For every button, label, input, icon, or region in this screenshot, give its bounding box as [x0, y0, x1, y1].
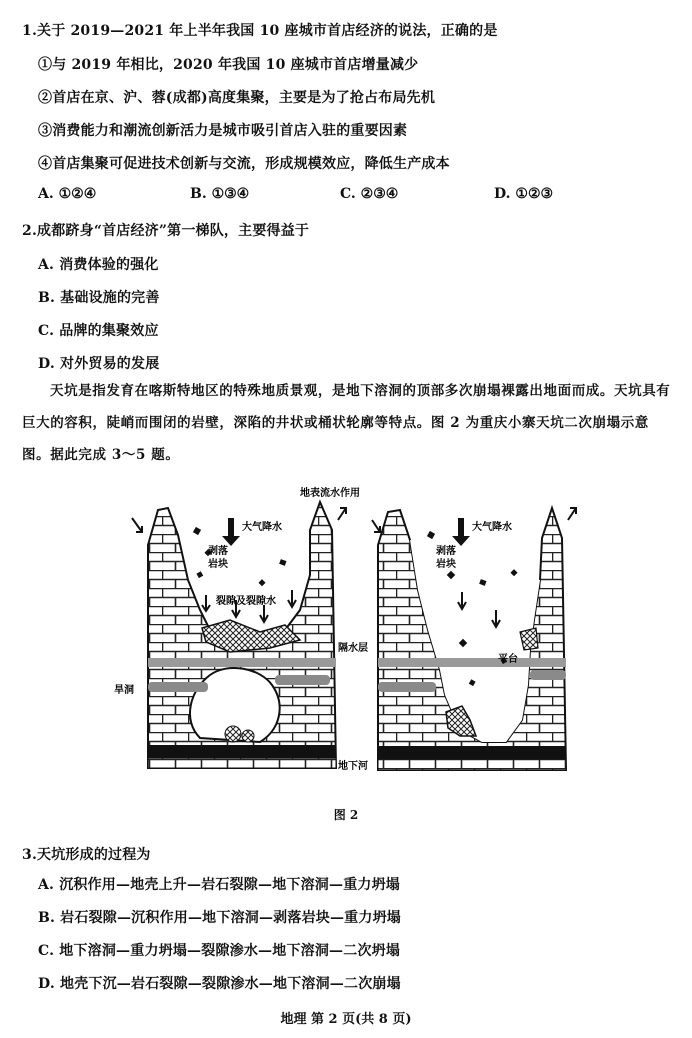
q3-option-a: A. 沉积作用—地壳上升—岩石裂隙—地下溶洞—重力坍塌 [38, 877, 401, 893]
label-underground-river: 地下河 [338, 761, 368, 772]
label-left-fallen-1: 剥落 [208, 546, 228, 557]
label-left-fallen-2: 岩块 [208, 559, 228, 570]
right-bedrock-band [378, 759, 566, 770]
figure-caption: 图 2 [333, 808, 359, 822]
q3-option-b: B. 岩石裂隙—沉积作用—地下溶洞—剥落岩块—重力坍塌 [38, 910, 401, 926]
q1-option-d: D. ①②③ [494, 186, 554, 202]
right-platform-mesh [520, 628, 538, 650]
page-footer: 地理 第 2 页(共 8 页) [280, 1012, 412, 1027]
right-rock-band-2 [530, 670, 566, 680]
tiankeng-collapse-diagram [110, 480, 590, 795]
q1-stem: 1.关于 2019—2021 年上半年我国 10 座城市首店经济的说法，正确的是 [22, 23, 498, 39]
label-left-rain: 大气降水 [242, 522, 282, 533]
q2-option-d: D. 对外贸易的发展 [38, 356, 160, 372]
right-aquiclude-band [378, 658, 566, 667]
q3-stem: 3.天坑形成的过程为 [22, 847, 151, 863]
label-dry-cave: 旱洞 [114, 685, 134, 696]
left-falling-chips [193, 527, 287, 586]
left-rock-ball-1 [225, 726, 241, 742]
right-rain-arrow [452, 518, 470, 546]
q1-options [38, 186, 638, 206]
right-panel [372, 508, 576, 770]
label-aquiclude: 隔水层 [338, 643, 368, 654]
label-right-fallen-1: 剥落 [436, 546, 456, 557]
right-river-band [378, 746, 566, 759]
label-surface-runoff: 地表流水作用 [300, 488, 360, 499]
q1-option-c: C. ②③④ [340, 186, 399, 202]
q2-option-b: B. 基础设施的完善 [38, 290, 160, 306]
left-rain-arrow [222, 518, 240, 546]
q1-option-a: A. ①②④ [38, 186, 97, 202]
q1-option-b: B. ①③④ [190, 186, 250, 202]
left-rock-ball-2 [242, 730, 254, 742]
q1-item-4: ④首店集聚可促进技术创新与交流，形成规模效应，降低生产成本 [38, 156, 450, 172]
intro-paragraph [22, 375, 672, 471]
left-rock-band [275, 675, 330, 685]
label-fissure: 裂隙及裂隙水 [216, 596, 276, 607]
label-platform: 平台 [498, 654, 518, 665]
label-right-rain: 大气降水 [472, 522, 512, 533]
q1-item-3: ③消费能力和潮流创新活力是城市吸引首店入驻的重要因素 [38, 123, 408, 139]
q2-stem: 2.成都跻身“首店经济”第一梯队，主要得益于 [22, 223, 310, 239]
q2-option-a: A. 消费体验的强化 [38, 257, 159, 273]
q2-option-c: C. 品牌的集聚效应 [38, 323, 159, 339]
q1-item-1: ①与 2019 年相比，2020 年我国 10 座城市首店增量减少 [38, 57, 419, 73]
q3-option-d: D. 地壳下沉—岩石裂隙—裂隙渗水—地下溶洞—二次崩塌 [38, 976, 401, 992]
left-river-band [148, 745, 336, 758]
q3-option-c: C. 地下溶洞—重力坍塌—裂隙渗水—地下溶洞—二次坍塌 [38, 943, 401, 959]
left-bedrock-band [148, 758, 336, 768]
right-rock-band-1 [378, 682, 436, 692]
left-panel [114, 486, 368, 772]
left-dry-cave-band [148, 682, 208, 692]
intro-text: 天坑是指发育在喀斯特地区的特殊地质景观，是地下溶洞的顶部多次崩塌裸露出地面而成。天坑具有巨大的容积，陡峭而围闭的岩壁，深陷的井状或桶状轮廓等特点。图 2 为重庆小寨天坑二次崩塌示意图。据此完成 3～5 题。 [22, 383, 671, 463]
q1-item-2: ②首店在京、沪、蓉(成都)高度集聚，主要是为了抢占布局先机 [38, 90, 436, 106]
left-aquiclude-band [148, 658, 336, 667]
label-right-fallen-2: 岩块 [436, 559, 456, 570]
